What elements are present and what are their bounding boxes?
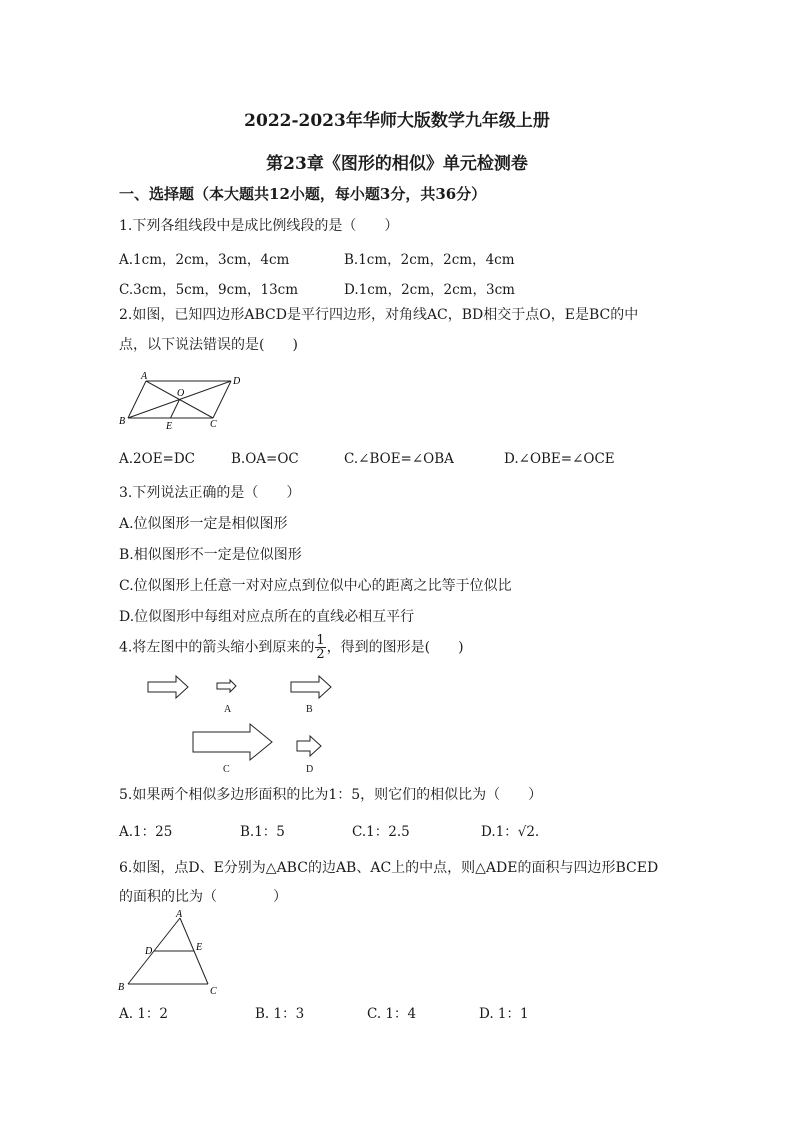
arrow-option-a bbox=[212, 676, 242, 696]
question-3-option-a: A.位似图形一定是相似图形 bbox=[119, 516, 288, 532]
question-6-option-d: D. 1：1 bbox=[479, 1006, 529, 1022]
fraction-one-half bbox=[315, 634, 325, 661]
label-a: A bbox=[141, 371, 148, 382]
question-5-stem: 5.如果两个相似多边形面积的比为1：5，则它们的相似比为（ ） bbox=[119, 787, 543, 803]
arrow-option-d bbox=[293, 734, 327, 758]
arrow-caption-b: B bbox=[306, 704, 313, 715]
triangle-figure bbox=[112, 908, 232, 998]
question-3-stem: 3.下列说法正确的是（ ） bbox=[119, 485, 301, 501]
original-arrow-figure bbox=[140, 672, 200, 702]
label-c: C bbox=[210, 986, 217, 997]
arrow-caption-a: A bbox=[224, 704, 232, 715]
question-3-option-c: C.位似图形上任意一对对应点到位似中心的距离之比等于位似比 bbox=[119, 578, 512, 594]
question-1-option-b: B.1cm，2cm，2cm，4cm bbox=[344, 252, 515, 268]
question-6-stem-line1: 6.如图，点D、E分别为△ABC的边AB、AC上的中点，则△ADE的面积与四边形BCED bbox=[119, 860, 659, 876]
question-2-stem-line1: 2.如图，已知四边形ABCD是平行四边形，对角线AC，BD相交于点O，E是BC的中 bbox=[119, 307, 639, 323]
question-2-option-d: D.∠OBE=∠OCE bbox=[504, 451, 615, 467]
label-c: C bbox=[210, 419, 217, 430]
question-3-option-b: B.相似图形不一定是位似图形 bbox=[119, 547, 302, 563]
label-d: D bbox=[233, 376, 241, 387]
question-6-option-b: B. 1：3 bbox=[255, 1006, 305, 1022]
question-2-option-a: A.2OE=DC bbox=[119, 451, 196, 467]
question-6-stem-line2: 的面积的比为（ ） bbox=[119, 889, 287, 905]
question-1-stem: 1.下列各组线段中是成比例线段的是（ ） bbox=[119, 218, 399, 234]
question-4-stem bbox=[119, 634, 464, 661]
section-heading: 一、选择题（本大题共12小题，每小题3分，共36分） bbox=[119, 185, 487, 203]
arrow-caption-d: D bbox=[306, 764, 314, 775]
parallelogram-figure bbox=[115, 370, 255, 432]
document-title: 2022-2023年华师大版数学九年级上册 bbox=[244, 111, 550, 131]
label-e: E bbox=[196, 942, 203, 953]
question-1-option-d: D.1cm，2cm，2cm，3cm bbox=[344, 282, 515, 298]
fraction-numerator: 1 bbox=[316, 633, 325, 648]
question-2-option-b: B.OA=OC bbox=[231, 451, 299, 467]
question-5-option-c: C.1：2.5 bbox=[352, 824, 410, 840]
question-5-option-a: A.1：25 bbox=[119, 824, 173, 840]
question-1-option-a: A.1cm，2cm，3cm，4cm bbox=[119, 252, 290, 268]
arrow-option-b bbox=[283, 672, 343, 702]
question-2-stem-line2: 点，以下说法错误的是( ) bbox=[119, 337, 298, 353]
question-2-option-c: C.∠BOE=∠OBA bbox=[344, 451, 454, 467]
question-4-stem-before: 4.将左图中的箭头缩小到原来的 bbox=[119, 639, 315, 656]
arrow-option-c bbox=[188, 720, 280, 764]
question-6-option-a: A. 1：2 bbox=[119, 1006, 169, 1022]
label-o: O bbox=[177, 388, 185, 399]
fraction-denominator: 2 bbox=[316, 647, 325, 662]
label-e: E bbox=[166, 421, 173, 432]
question-3-option-d: D.位似图形中每组对应点所在的直线必相互平行 bbox=[119, 609, 415, 625]
label-d: D bbox=[145, 946, 153, 957]
label-b: B bbox=[119, 416, 126, 427]
question-1-option-c: C.3cm，5cm，9cm，13cm bbox=[119, 282, 299, 298]
question-4-stem-after: ，得到的图形是( ) bbox=[326, 639, 464, 656]
question-5-option-d: D.1：√2. bbox=[481, 824, 540, 840]
question-5-option-b: B.1：5 bbox=[240, 824, 285, 840]
document-subtitle: 第23章《图形的相似》单元检测卷 bbox=[266, 154, 528, 174]
label-b: B bbox=[118, 982, 125, 993]
question-6-option-c: C. 1：4 bbox=[367, 1006, 417, 1022]
label-a: A bbox=[176, 909, 183, 920]
arrow-caption-c: C bbox=[223, 764, 230, 775]
